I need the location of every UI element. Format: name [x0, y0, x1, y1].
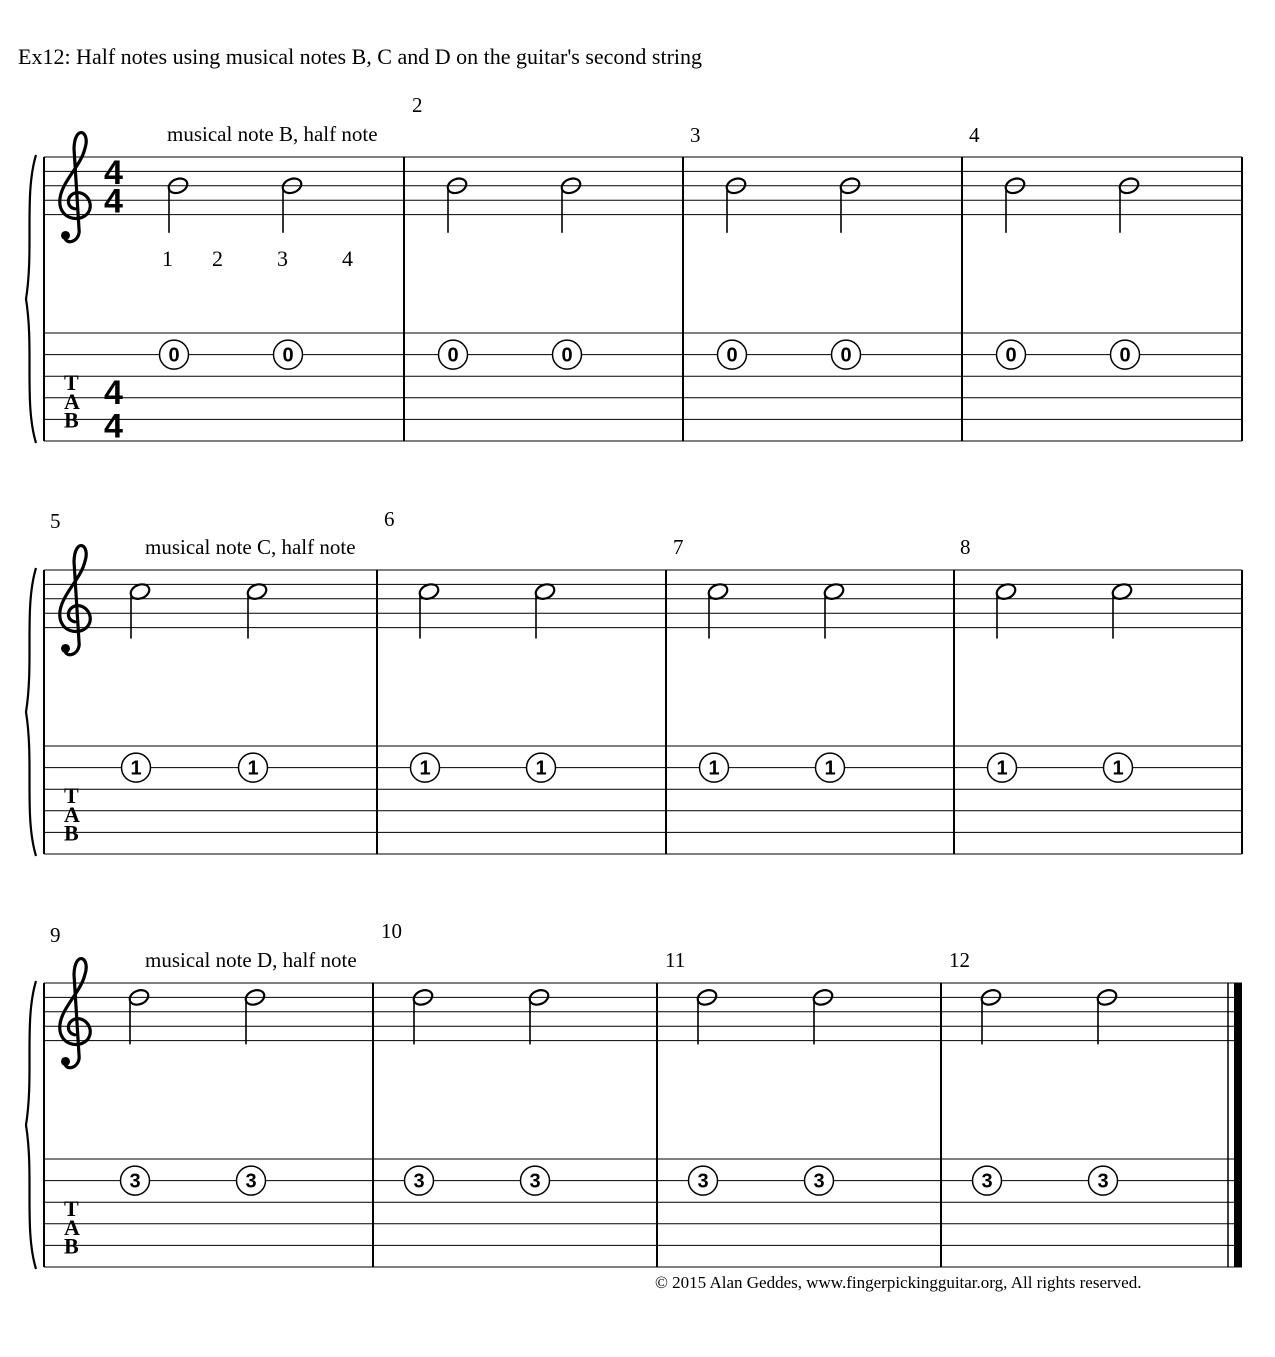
half-note — [812, 987, 835, 1044]
half-note — [696, 987, 719, 1044]
fret-number: 1 — [535, 757, 547, 780]
exercise-title: Ex12: Half notes using musical notes B, C and D on the guitar's second string — [18, 44, 703, 69]
half-note — [418, 582, 441, 639]
fret-number: 1 — [247, 757, 259, 780]
half-note — [167, 176, 190, 233]
tab-time-signature-bottom: 4 — [104, 407, 123, 446]
half-note — [528, 987, 551, 1044]
half-note — [1118, 176, 1141, 233]
half-note — [823, 582, 846, 639]
fret-number: 0 — [282, 344, 294, 367]
treble-clef-icon — [60, 546, 91, 655]
fret-number: 0 — [1005, 344, 1017, 367]
half-note — [725, 176, 748, 233]
final-barline-thick — [1234, 983, 1242, 1267]
fret-number: 1 — [419, 757, 431, 780]
half-note — [1096, 987, 1119, 1044]
copyright-notice: © 2015 Alan Geddes, www.fingerpickingguitar.org, All rights reserved. — [655, 1273, 1142, 1292]
system-brace-icon — [26, 568, 36, 856]
tab-time-signature-top: 4 — [104, 373, 123, 412]
beat-count: 4 — [342, 246, 353, 271]
tab-clef-t: T — [64, 370, 79, 396]
half-note — [534, 582, 557, 639]
measure-number: 7 — [673, 535, 684, 559]
system-brace-icon — [26, 981, 36, 1269]
fret-number: 3 — [981, 1170, 993, 1193]
measure-number: 11 — [665, 948, 686, 972]
half-note — [446, 176, 469, 233]
fret-number: 1 — [708, 757, 720, 780]
annotation-text: musical note D, half note — [145, 948, 357, 972]
beat-count: 2 — [212, 246, 223, 271]
half-note — [1111, 582, 1134, 639]
tab-clef-a: A — [64, 1214, 80, 1240]
measure-number: 3 — [690, 123, 701, 147]
measure-number: 12 — [949, 948, 970, 972]
treble-clef-dot — [61, 231, 70, 240]
system-1 — [26, 133, 1242, 446]
system-2 — [26, 546, 1242, 856]
measure-number: 9 — [50, 923, 61, 947]
measure-number: 2 — [412, 93, 423, 117]
half-note — [129, 582, 152, 639]
system-brace-icon — [26, 155, 36, 443]
half-note — [980, 987, 1003, 1044]
beat-count: 1 — [162, 246, 173, 271]
treble-clef-dot — [61, 1057, 70, 1066]
half-note — [839, 176, 862, 233]
beat-count: 3 — [277, 246, 288, 271]
half-note — [707, 582, 730, 639]
fret-number: 0 — [168, 344, 180, 367]
staff-time-signature-bottom: 4 — [104, 182, 123, 221]
fret-number: 3 — [245, 1170, 257, 1193]
half-note — [281, 176, 304, 233]
tab-clef-b: B — [64, 820, 79, 846]
fret-number: 1 — [1112, 757, 1124, 780]
half-note — [412, 987, 435, 1044]
staff-time-signature-top: 4 — [104, 153, 123, 192]
fret-number: 3 — [529, 1170, 541, 1193]
half-note — [246, 582, 269, 639]
tab-clef-t: T — [64, 783, 79, 809]
half-note — [995, 582, 1018, 639]
treble-clef-icon — [60, 133, 91, 242]
fret-number: 1 — [824, 757, 836, 780]
annotation-text: musical note C, half note — [145, 535, 356, 559]
fret-number: 3 — [129, 1170, 141, 1193]
measure-number: 4 — [969, 123, 980, 147]
half-note — [244, 987, 267, 1044]
tab-clef-a: A — [64, 388, 80, 414]
fret-number: 3 — [1097, 1170, 1109, 1193]
half-note — [560, 176, 583, 233]
fret-number: 0 — [1119, 344, 1131, 367]
fret-number: 3 — [697, 1170, 709, 1193]
fret-number: 1 — [130, 757, 142, 780]
half-note — [128, 987, 151, 1044]
annotation-text: musical note B, half note — [167, 122, 378, 146]
fret-number: 0 — [447, 344, 459, 367]
system-3 — [26, 959, 1242, 1269]
fret-number: 1 — [996, 757, 1008, 780]
measure-number: 10 — [381, 919, 402, 943]
fret-number: 3 — [813, 1170, 825, 1193]
tab-clef-a: A — [64, 801, 80, 827]
tab-clef-t: T — [64, 1196, 79, 1222]
measure-number: 6 — [384, 507, 395, 531]
fret-number: 0 — [561, 344, 573, 367]
fret-number: 0 — [840, 344, 852, 367]
measure-number: 8 — [960, 535, 971, 559]
tab-clef-b: B — [64, 1233, 79, 1259]
fret-number: 3 — [413, 1170, 425, 1193]
fret-number: 0 — [726, 344, 738, 367]
measure-number: 5 — [50, 509, 61, 533]
treble-clef-icon — [60, 959, 91, 1068]
treble-clef-dot — [61, 644, 70, 653]
half-note — [1004, 176, 1027, 233]
tab-clef-b: B — [64, 407, 79, 433]
